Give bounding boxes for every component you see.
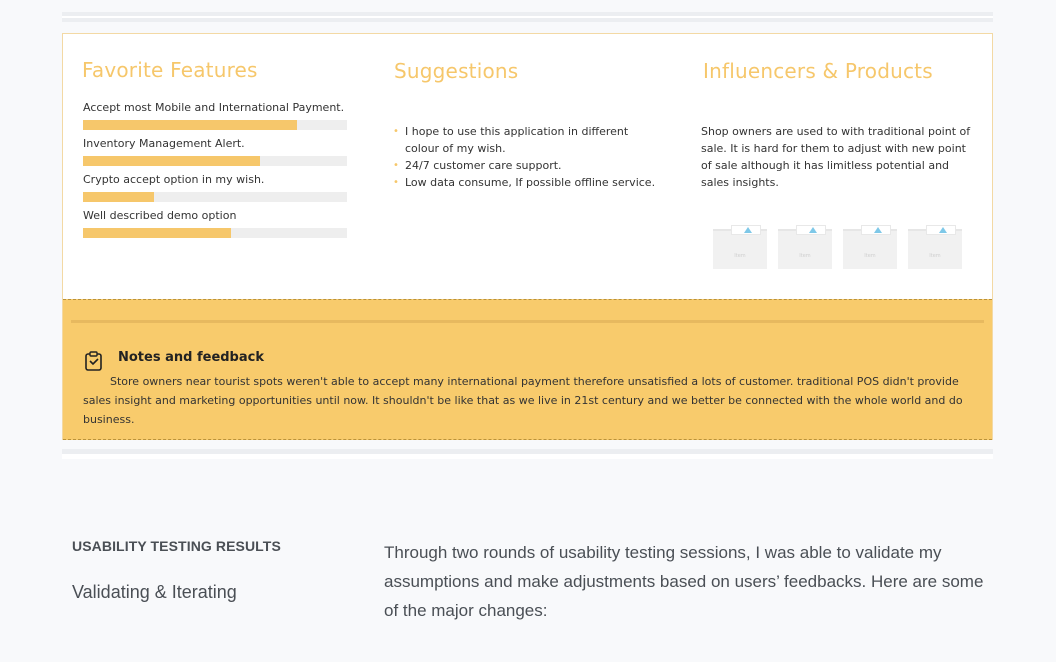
image-icon: [861, 225, 891, 235]
feature-item: [83, 101, 347, 130]
suggestion-item: [393, 157, 663, 174]
product-thumbnail: [843, 229, 897, 269]
section-label: USABILITY TESTING RESULTS: [72, 538, 281, 554]
suggestion-item: [393, 123, 663, 157]
notes-title: Notes and feedback: [118, 350, 264, 365]
product-thumbnail: [778, 229, 832, 269]
suggestion-text: 24/7 customer care support.: [405, 159, 562, 172]
feature-label: Inventory Management Alert.: [83, 137, 245, 150]
image-icon: [731, 225, 761, 235]
image-icon: [796, 225, 826, 235]
product-thumbnail: [713, 229, 767, 269]
feature-bar-fill: [83, 228, 231, 238]
image-icon: [926, 225, 956, 235]
card-top-divider: [62, 12, 993, 22]
thumbnail-label: Item: [799, 253, 811, 259]
influencers-title: Influencers & Products: [703, 59, 933, 83]
research-card: [62, 33, 993, 440]
feature-bar-fill: [83, 192, 154, 202]
influencers-text: Shop owners are used to with traditional point of sale. It is hard for them to adjust with new point of sale although it has limitless potential and sales insights.: [701, 125, 971, 189]
feature-bar-fill: [83, 120, 297, 130]
suggestions-title: Suggestions: [394, 59, 519, 83]
favorite-features-title: Favorite Features: [82, 58, 258, 82]
suggestion-text: I hope to use this application in different colour of my wish.: [405, 125, 629, 155]
clipboard-icon: [83, 350, 105, 372]
notes-text: Store owners near tourist spots weren't able to accept many international payment therefore unsatisfied a lots of customer. traditional POS didn't provide sales insight and marketing opportunities until now. It shouldn't be like that as we live in 21st century and we better be connected with the whole world and do business.: [83, 375, 963, 426]
feature-label: Well described demo option: [83, 209, 237, 222]
feature-label: Accept most Mobile and International Payment.: [83, 101, 345, 114]
notes-divider: [71, 320, 984, 323]
feature-item: [83, 209, 347, 238]
thumbnail-label: Item: [864, 253, 876, 259]
feature-bar: [83, 192, 347, 202]
feature-bar: [83, 120, 347, 130]
feature-bar-fill: [83, 156, 260, 166]
feature-bar: [83, 228, 347, 238]
feature-item: [83, 137, 347, 166]
suggestion-item: [393, 174, 663, 191]
feature-bar: [83, 156, 347, 166]
thumbnail-label: Item: [734, 253, 746, 259]
notes-panel: [63, 299, 992, 440]
thumbnail-label: Item: [929, 253, 941, 259]
section-title: Validating & Iterating: [72, 582, 237, 602]
suggestion-text: Low data consume, If possible offline service.: [405, 176, 656, 189]
section-body: Through two rounds of usability testing sessions, I was able to validate my assumptions and make adjustments based on users’ feedbacks. Here are some of the major changes:: [384, 543, 984, 620]
bullet-icon: •: [393, 160, 399, 171]
product-thumbnail: [908, 229, 962, 269]
feature-item: [83, 173, 347, 202]
card-bottom-divider: [62, 449, 993, 459]
bullet-icon: •: [393, 126, 399, 137]
feature-label: Crypto accept option in my wish.: [83, 173, 265, 186]
bullet-icon: •: [393, 177, 399, 188]
suggestions-list: [393, 123, 663, 191]
